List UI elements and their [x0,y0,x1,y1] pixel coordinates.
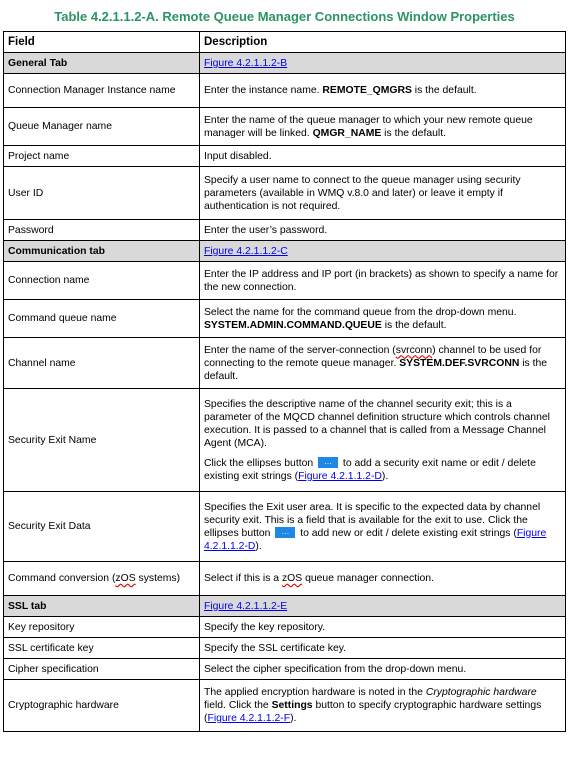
table-row [4,262,566,300]
field-connection-name: Connection name [4,262,200,300]
section-communication-label: Communication tab [4,241,200,262]
table-caption: Table 4.2.1.1.2-A. Remote Queue Manager Connections Window Properties [54,9,515,24]
table-row [4,146,566,167]
table-row [4,74,566,108]
table-row [4,562,566,596]
field-security-exit-data: Security Exit Data [4,492,200,562]
desc-cryptographic-hardware: The applied encryption hardware is noted in the Cryptographic hardware field. Click the Settings button to specify cryptographic hardware settings (Figure 4.2.1.1.2-F). [200,680,566,732]
table-row [4,389,566,492]
section-general-label: General Tab [4,53,200,74]
field-project-name: Project name [4,146,200,167]
section-ssl-tab [4,596,566,617]
link-figure-d[interactable]: Figure 4.2.1.1.2-D [204,527,547,552]
section-ssl-label: SSL tab [4,596,200,617]
properties-table [3,31,566,732]
table-row [4,638,566,659]
table-row [4,220,566,241]
field-key-repository: Key repository [4,617,200,638]
link-figure-e[interactable]: Figure 4.2.1.1.2-E [204,600,288,612]
field-cipher-specification: Cipher specification [4,659,200,680]
table-row [4,167,566,220]
desc-connection-name: Enter the IP address and IP port (in brackets) as shown to specify a name for the new connection. [200,262,566,300]
section-general-tab [4,53,566,74]
desc-project-name: Input disabled. [200,146,566,167]
desc-connection-manager-instance: Enter the instance name. REMOTE_QMGRS is the default. [200,74,566,108]
table-row [4,338,566,389]
table-row [4,492,566,562]
field-command-conversion: Command conversion (zOS systems) [4,562,200,596]
link-figure-c[interactable]: Figure 4.2.1.1.2-C [204,245,288,257]
field-queue-manager-name: Queue Manager name [4,108,200,146]
table-row [4,108,566,146]
ellipses-button[interactable]: … [275,527,295,538]
desc-command-conversion: Select if this is a zOS queue manager connection. [200,562,566,596]
desc-channel-name: Enter the name of the server-connection (svrconn) channel to be used for connecting to the remote queue manager. SYSTEM.DEF.SVRCONN is the default. [200,338,566,389]
table-row [4,680,566,732]
desc-security-exit-data: Specifies the Exit user area. It is specific to the expected data by channel security exit. This is a field that is available for the exit to use. Click the ellipses button … to add new or edit / delete existing exit strings (Figure 4.2.1.1.2-D). [200,492,566,562]
table-row [4,659,566,680]
link-figure-f[interactable]: Figure 4.2.1.1.2-F [207,713,291,724]
link-figure-b[interactable]: Figure 4.2.1.1.2-B [204,57,288,69]
desc-ssl-certificate-key: Specify the SSL certificate key. [200,638,566,659]
desc-key-repository: Specify the key repository. [200,617,566,638]
desc-command-queue-name: Select the name for the command queue from the drop-down menu. SYSTEM.ADMIN.COMMAND.QUEUE is the default. [200,300,566,338]
field-channel-name: Channel name [4,338,200,389]
field-user-id: User ID [4,167,200,220]
field-connection-manager-instance: Connection Manager Instance name [4,74,200,108]
desc-queue-manager-name: Enter the name of the queue manager to which your new remote queue manager will be linked. QMGR_NAME is the default. [200,108,566,146]
link-figure-d[interactable]: Figure 4.2.1.1.2-D [298,470,382,482]
table-row [4,617,566,638]
table-header-row [4,32,566,53]
table-row [4,300,566,338]
section-communication-tab [4,241,566,262]
header-description: Description [200,32,566,53]
header-field: Field [4,32,200,53]
field-ssl-certificate-key: SSL certificate key [4,638,200,659]
field-cryptographic-hardware: Cryptographic hardware [4,680,200,732]
desc-user-id: Specify a user name to connect to the queue manager using security parameters (available in WMQ v.8.0 and later) or leave it empty if authentication is not required. [200,167,566,220]
desc-security-exit-name: Specifies the descriptive name of the channel security exit; this is a parameter of the MQCD channel definition structure which controls channel execution. It is passed to a channel that is called from a Message Channel Agent (MCA). Click the ellipses button … to add a security exit name or edit / delete existing exit strings (Figure 4.2.1.1.2-D). [200,389,566,492]
field-password: Password [4,220,200,241]
desc-password: Enter the user’s password. [200,220,566,241]
ellipses-button[interactable]: … [318,457,338,468]
desc-cipher-specification: Select the cipher specification from the drop-down menu. [200,659,566,680]
field-command-queue-name: Command queue name [4,300,200,338]
field-security-exit-name: Security Exit Name [4,389,200,492]
